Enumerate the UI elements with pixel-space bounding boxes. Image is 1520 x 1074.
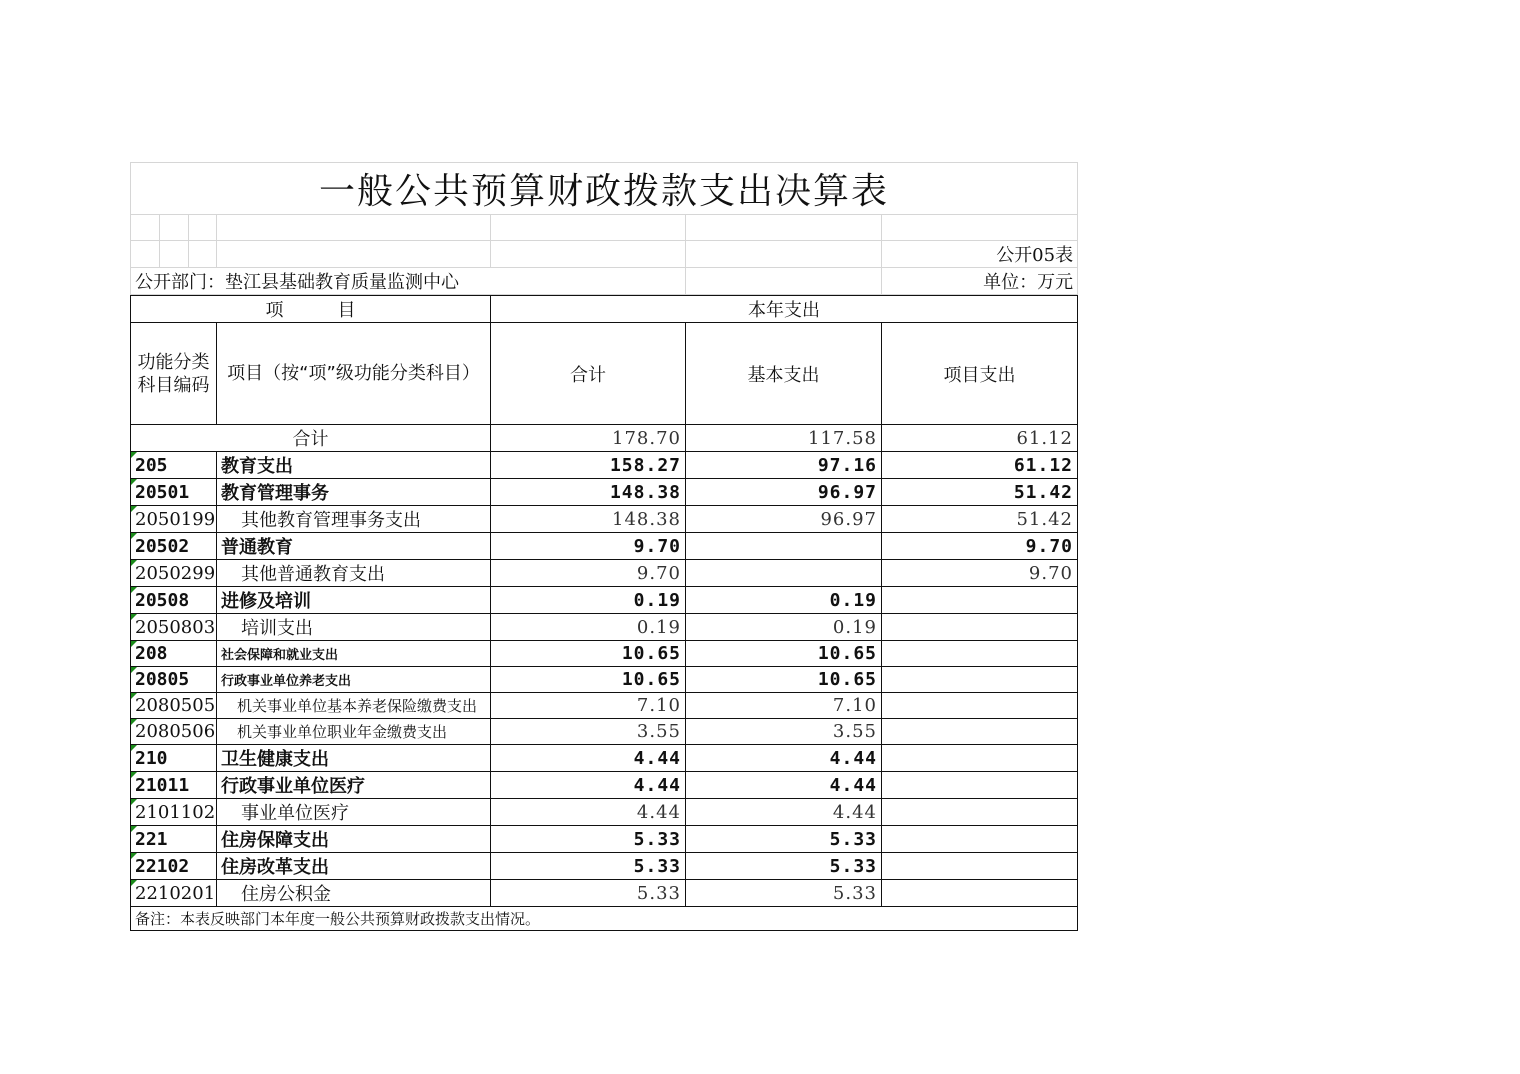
row-name: 行政事业单位养老支出 <box>217 667 491 693</box>
expenditure-table <box>130 295 1078 931</box>
row-total: 3.55 <box>491 719 686 745</box>
row-project <box>882 614 1078 641</box>
row-total: 5.33 <box>491 880 686 907</box>
row-project <box>882 799 1078 826</box>
row-basic: 7.10 <box>686 693 882 719</box>
row-project <box>882 719 1078 745</box>
row-name: 其他普通教育支出 <box>217 560 491 587</box>
row-basic: 3.55 <box>686 719 882 745</box>
row-code: 20805 <box>131 667 217 693</box>
row-project <box>882 745 1078 772</box>
row-code: 221 <box>131 826 217 853</box>
header-code: 功能分类科目编码 <box>131 323 217 425</box>
total-project: 61.12 <box>882 425 1078 452</box>
row-name: 教育支出 <box>217 452 491 479</box>
row-name: 住房改革支出 <box>217 853 491 880</box>
row-basic <box>686 560 882 587</box>
table-row <box>131 667 1078 693</box>
row-code: 20508 <box>131 587 217 614</box>
budget-sheet <box>130 162 1077 931</box>
total-basic: 117.58 <box>686 425 882 452</box>
row-total: 5.33 <box>491 826 686 853</box>
row-basic: 0.19 <box>686 587 882 614</box>
row-basic: 10.65 <box>686 667 882 693</box>
row-code: 20501 <box>131 479 217 506</box>
row-total: 5.33 <box>491 853 686 880</box>
header-basic: 基本支出 <box>686 323 882 425</box>
row-project <box>882 641 1078 667</box>
row-total: 4.44 <box>491 745 686 772</box>
table-row <box>131 772 1078 799</box>
row-basic: 97.16 <box>686 452 882 479</box>
row-project <box>882 667 1078 693</box>
table-row <box>131 826 1078 853</box>
row-name: 普通教育 <box>217 533 491 560</box>
table-row <box>131 641 1078 667</box>
row-code: 22102 <box>131 853 217 880</box>
table-note: 备注：本表反映部门本年度一般公共预算财政拨款支出情况。 <box>131 907 1078 931</box>
header-item: 项 目 <box>131 296 491 323</box>
row-code: 20502 <box>131 533 217 560</box>
row-project <box>882 826 1078 853</box>
row-name: 机关事业单位职业年金缴费支出 <box>217 719 491 745</box>
header-total: 合计 <box>491 323 686 425</box>
row-project: 61.12 <box>882 452 1078 479</box>
row-project <box>882 772 1078 799</box>
table-row <box>131 533 1078 560</box>
row-code: 2050299 <box>131 560 217 587</box>
row-basic: 4.44 <box>686 745 882 772</box>
row-project <box>882 587 1078 614</box>
row-total: 0.19 <box>491 614 686 641</box>
row-project <box>882 880 1078 907</box>
row-basic: 5.33 <box>686 826 882 853</box>
row-basic: 96.97 <box>686 479 882 506</box>
table-row <box>131 719 1078 745</box>
table-row <box>131 452 1078 479</box>
row-name: 住房保障支出 <box>217 826 491 853</box>
row-total: 148.38 <box>491 479 686 506</box>
row-total: 158.27 <box>491 452 686 479</box>
row-project <box>882 693 1078 719</box>
unit-label: 单位：万元 <box>882 268 1078 295</box>
row-project: 9.70 <box>882 560 1078 587</box>
table-row <box>131 799 1078 826</box>
header-name: 项目（按“项”级功能分类科目） <box>217 323 491 425</box>
row-total: 0.19 <box>491 587 686 614</box>
row-total: 9.70 <box>491 533 686 560</box>
row-code: 2101102 <box>131 799 217 826</box>
row-code: 2050803 <box>131 614 217 641</box>
row-basic: 4.44 <box>686 772 882 799</box>
row-code: 205 <box>131 452 217 479</box>
sheet-header-grid <box>130 162 1078 295</box>
row-code: 208 <box>131 641 217 667</box>
row-total: 7.10 <box>491 693 686 719</box>
row-name: 进修及培训 <box>217 587 491 614</box>
row-basic: 5.33 <box>686 853 882 880</box>
row-name: 卫生健康支出 <box>217 745 491 772</box>
row-project <box>882 853 1078 880</box>
row-basic: 4.44 <box>686 799 882 826</box>
table-row <box>131 853 1078 880</box>
row-name: 事业单位医疗 <box>217 799 491 826</box>
row-name: 社会保障和就业支出 <box>217 641 491 667</box>
row-name: 住房公积金 <box>217 880 491 907</box>
row-basic: 10.65 <box>686 641 882 667</box>
page-title: 一般公共预算财政拨款支出决算表 <box>131 163 1078 215</box>
row-name: 教育管理事务 <box>217 479 491 506</box>
table-row <box>131 506 1078 533</box>
row-name: 其他教育管理事务支出 <box>217 506 491 533</box>
table-row <box>131 560 1078 587</box>
row-total: 4.44 <box>491 772 686 799</box>
table-row <box>131 880 1078 907</box>
table-row <box>131 614 1078 641</box>
row-total: 10.65 <box>491 641 686 667</box>
total-total: 178.70 <box>491 425 686 452</box>
row-total: 9.70 <box>491 560 686 587</box>
row-code: 2080505 <box>131 693 217 719</box>
row-basic: 5.33 <box>686 880 882 907</box>
table-row <box>131 693 1078 719</box>
row-code: 2080506 <box>131 719 217 745</box>
row-project: 51.42 <box>882 479 1078 506</box>
row-name: 行政事业单位医疗 <box>217 772 491 799</box>
department-label: 公开部门：垫江县基础教育质量监测中心 <box>131 268 686 295</box>
table-row <box>131 587 1078 614</box>
row-name: 机关事业单位基本养老保险缴费支出 <box>217 693 491 719</box>
row-project: 9.70 <box>882 533 1078 560</box>
row-code: 2210201 <box>131 880 217 907</box>
total-row <box>131 425 1078 452</box>
row-project: 51.42 <box>882 506 1078 533</box>
table-number: 公开05表 <box>882 241 1078 268</box>
total-label: 合计 <box>131 425 491 452</box>
row-code: 21011 <box>131 772 217 799</box>
row-total: 148.38 <box>491 506 686 533</box>
row-code: 2050199 <box>131 506 217 533</box>
row-total: 10.65 <box>491 667 686 693</box>
table-row <box>131 745 1078 772</box>
row-name: 培训支出 <box>217 614 491 641</box>
row-basic: 0.19 <box>686 614 882 641</box>
header-current-year: 本年支出 <box>491 296 1078 323</box>
row-basic <box>686 533 882 560</box>
table-row <box>131 479 1078 506</box>
header-project: 项目支出 <box>882 323 1078 425</box>
row-total: 4.44 <box>491 799 686 826</box>
row-basic: 96.97 <box>686 506 882 533</box>
row-code: 210 <box>131 745 217 772</box>
